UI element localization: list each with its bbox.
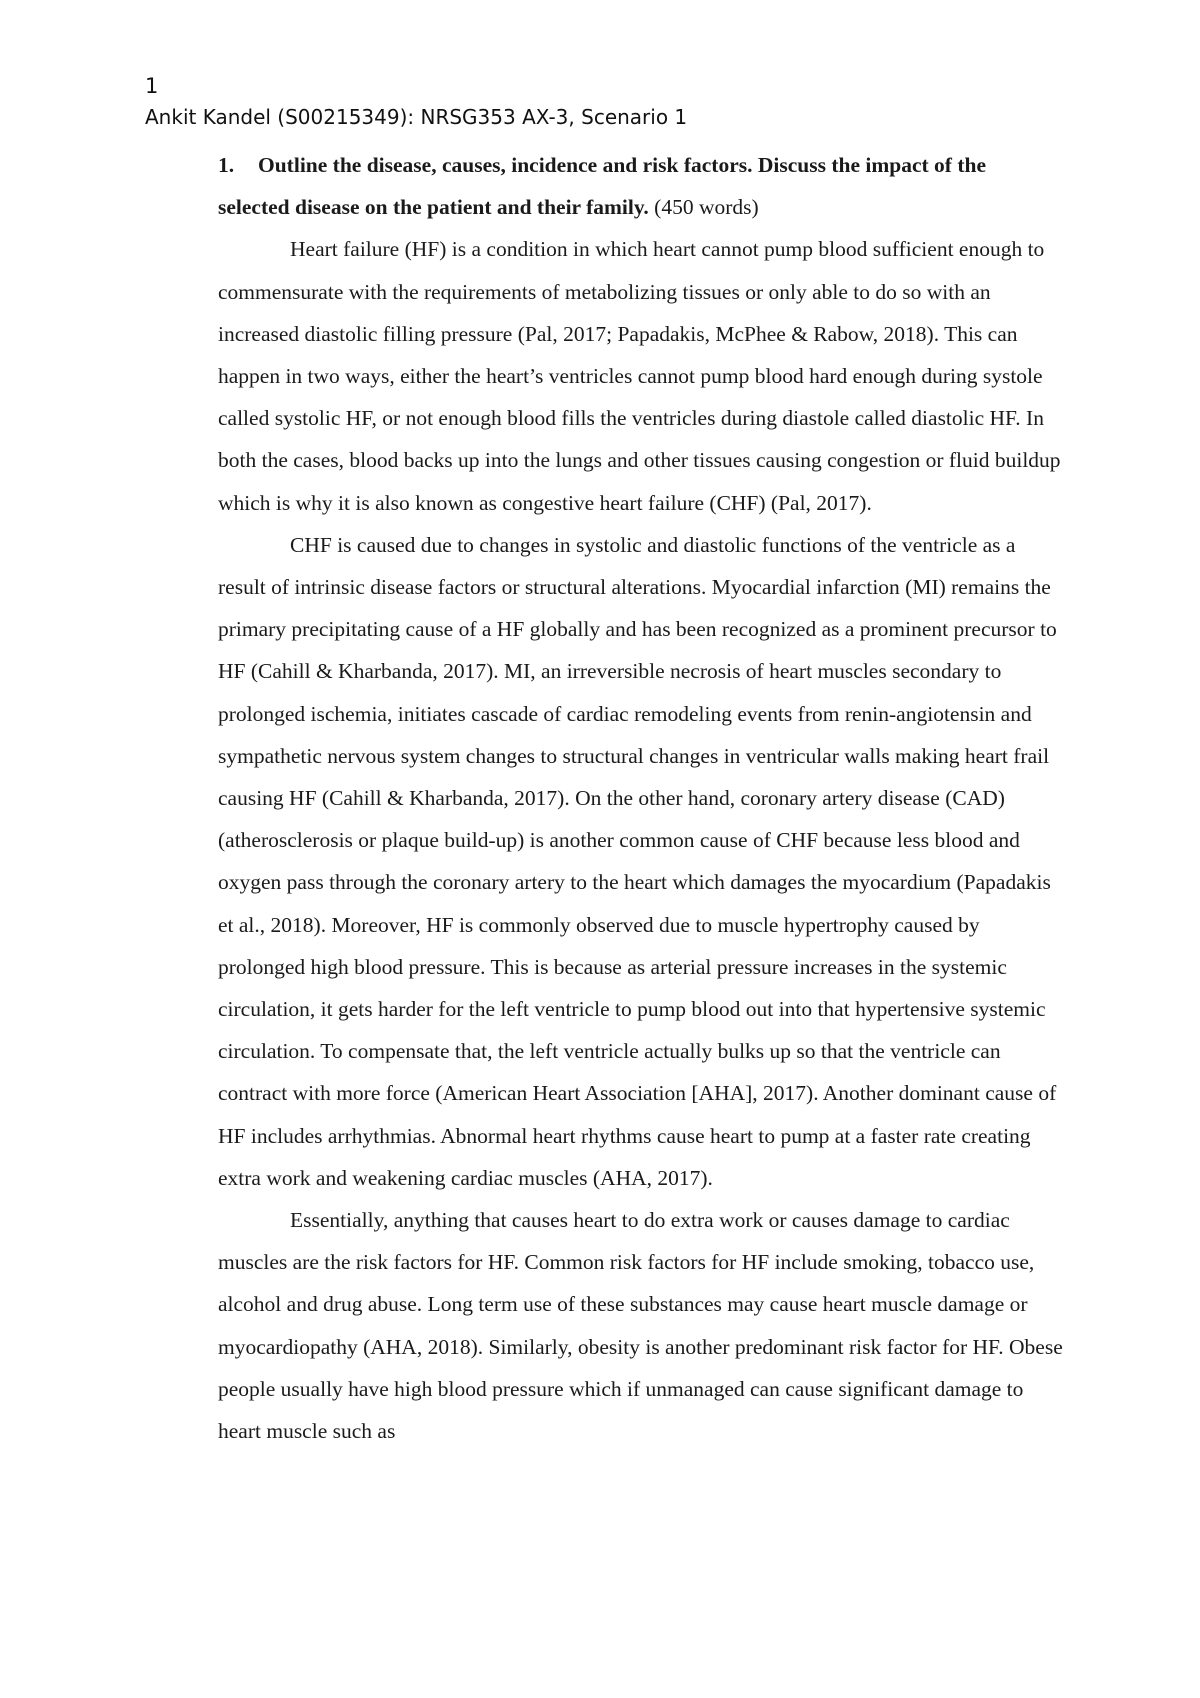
page-header [145,72,687,131]
question-number: 1. [218,153,235,177]
question-heading [218,144,1048,228]
paragraph-heart-failure-definition: Heart failure (HF) is a condition in which heart cannot pump blood sufficient enough to commensurate with the requirements of metabolizing tissues or only able to do so with an increased diastolic filling pressure (Pal, 2017; Papadakis, McPhee & Rabow, 2018). This can happen in two ways, either the heart’s ventricles cannot pump blood hard enough during systole called systolic HF, or not enough blood fills the ventricles during diastole called diastolic HF. In both the cases, blood backs up into the lungs and other tissues causing congestion or fluid buildup which is why it is also known as congestive heart failure (CHF) (Pal, 2017). [218,237,1061,515]
document-body [218,144,1068,1452]
paragraph-risk-factors: Essentially, anything that causes heart to do extra work or causes damage to cardiac muscles are the risk factors for HF. Common risk factors for HF include smoking, tobacco use, alcohol and drug abuse. Long term use of these substances may cause heart muscle damage or myocardiopathy (AHA, 2018). Similarly, obesity is another predominant risk factor for HF. Obese people usually have high blood pressure which if unmanaged can cause significant damage to heart muscle such as [218,1208,1063,1444]
question-word-limit: (450 words) [654,195,759,220]
paragraph-causes: CHF is caused due to changes in systolic and diastolic functions of the ventricle as a result of intrinsic disease factors or structural alterations. Myocardial infarction (MI) remains the primary precipitating cause of a HF globally and has been recognized as a prominent precursor to HF (Cahill & Kharbanda, 2017). MI, an irreversible necrosis of heart muscles secondary to prolonged ischemia, initiates cascade of cardiac remodeling events from renin-angiotensin and sympathetic nervous system changes to structural changes in ventricular walls making heart frail causing HF (Cahill & Kharbanda, 2017). On the other hand, coronary artery disease (CAD) (atherosclerosis or plaque build-up) is another common cause of CHF because less blood and oxygen pass through the coronary artery to the heart which damages the myocardium (Papadakis et al., 2018). Moreover, HF is commonly observed due to muscle hypertrophy caused by prolonged high blood pressure. This is because as arterial pressure increases in the systemic circulation, it gets harder for the left ventricle to pump blood out into that hypertensive systemic circulation. To compensate that, the left ventricle actually bulks up so that the ventricle can contract with more force (American Heart Association [AHA], 2017). Another dominant cause of HF includes arrhythmias. Abnormal heart rhythms cause heart to pump at a faster rate creating extra work and weakening cardiac muscles (AHA, 2017). [218,532,1057,1190]
running-head: Ankit Kandel (S00215349): NRSG353 AX-3, Scenario 1 [145,105,688,129]
page-number: 1 [145,74,159,98]
question-text: Outline the disease, causes, incidence and risk factors. Discuss the impact of the selected disease on the patient and their family. [218,153,986,220]
